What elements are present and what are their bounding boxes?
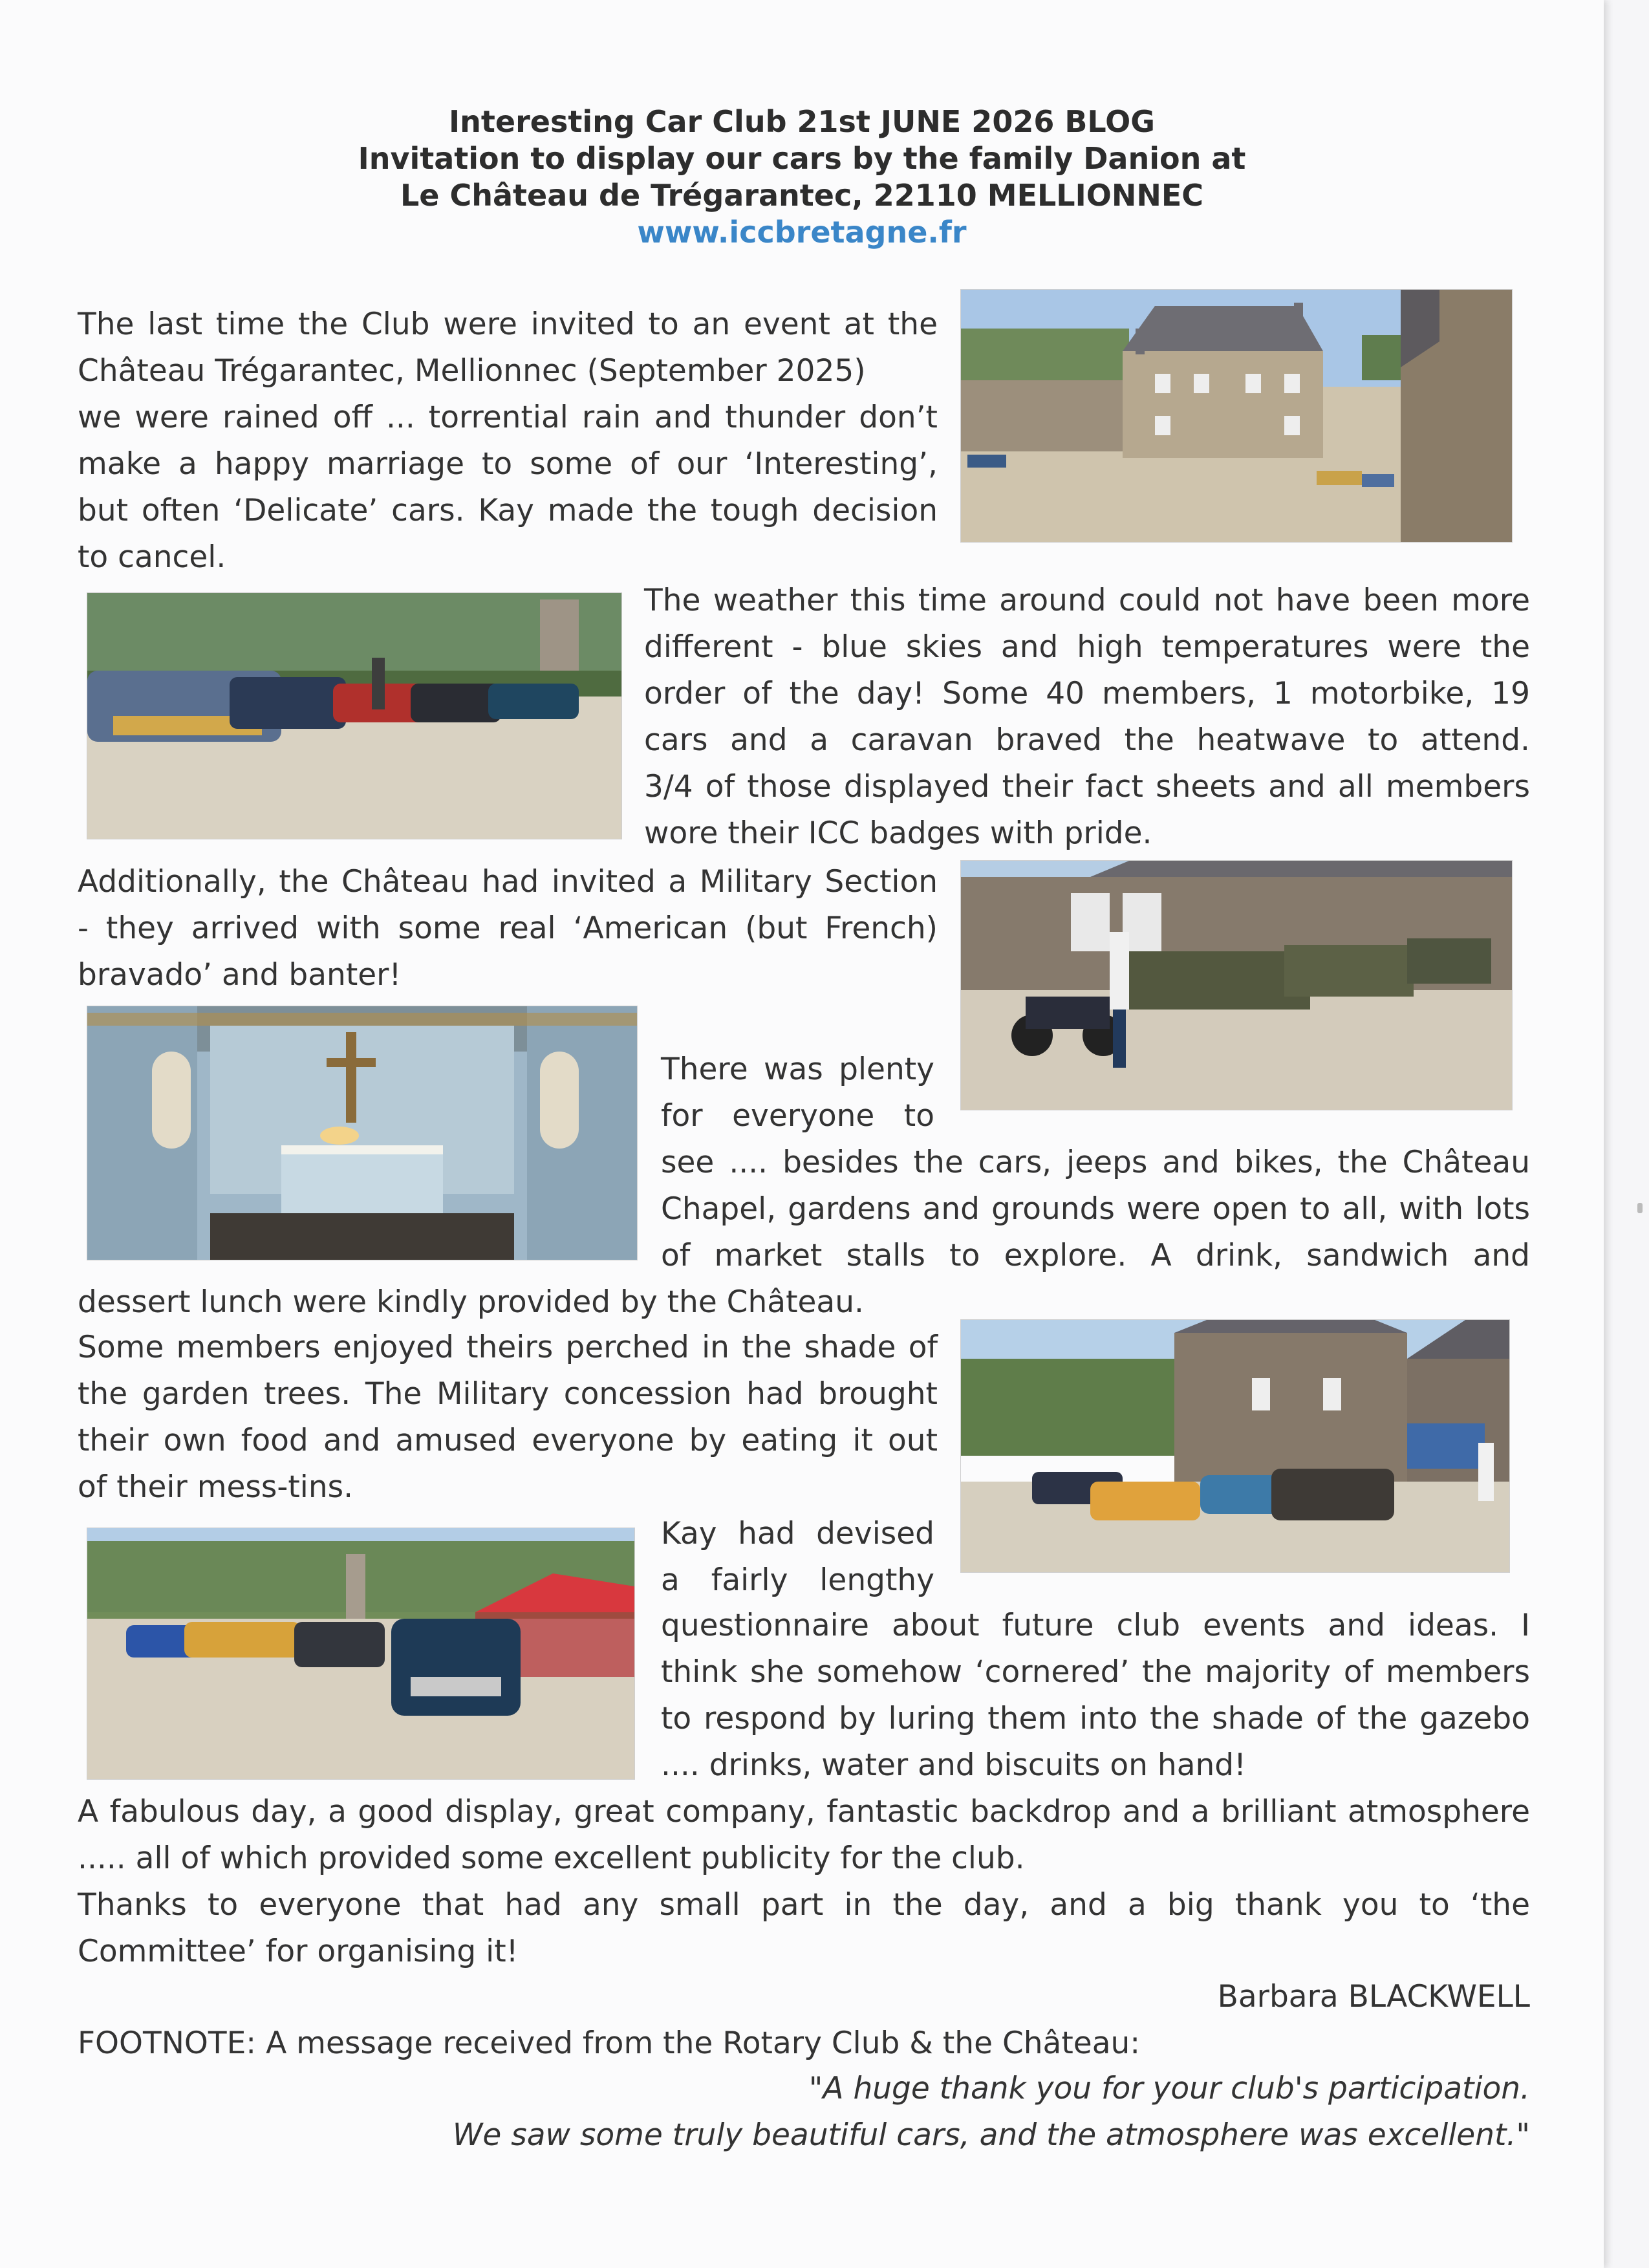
text-line: we were rained off ... torrential rain and thunder don’t [78,400,938,435]
footnote-intro: FOOTNOTE: A message received from the Rotary Club & the Château: [78,2025,1141,2061]
text-line: bravado’ and banter! [78,957,402,993]
text-line: think she somehow ‘cornered’ the majority of members [661,1654,1530,1690]
footnote-quote [388,2066,1530,2159]
paragraph-questionnaire-cont [661,1603,1530,1789]
text-line: a fairly lengthy [661,1562,934,1598]
text-line: make a happy marriage to some of our ‘Interesting’, [78,446,938,482]
text-line: their own food and amused everyone by eating it out [78,1423,938,1458]
paragraph-closing [78,1789,1530,1975]
text-line: Kay had devised [661,1516,934,1551]
paragraph-plenty-to-see [661,1046,934,1139]
text-line: see .... besides the cars, jeeps and bikes, the Château [661,1145,1530,1180]
text-line: of market stalls to explore. A drink, sandwich and [661,1238,1530,1273]
scan-mark [1637,1203,1643,1213]
photo-cars-stone-building [960,1319,1510,1573]
author-signature: Barbara BLACKWELL [1217,1979,1530,2014]
header-subtitle: Invitation to display our cars by the family Danion at [358,141,1246,176]
text-line: questionnaire about future club events and ideas. I [661,1608,1530,1643]
text-line: cars and a caravan braved the heatwave to attend. [644,722,1530,758]
text-line: different - blue skies and high temperatures were the [644,629,1530,665]
text-line: order of the day! Some 40 members, 1 motorbike, 19 [644,676,1530,711]
photo-chateau-chapel [87,1006,638,1260]
text-line: to respond by luring them into the shade of the gazebo [661,1701,1530,1736]
text-line: Chapel, gardens and grounds were open to all, with lots [661,1191,1530,1227]
header-venue: Le Château de Trégarantec, 22110 MELLIONNEC [400,178,1204,213]
paragraph-rained-off [78,301,938,581]
paragraph-weather [644,578,1530,857]
text-line: dessert lunch were kindly provided by the Château. [78,1284,864,1320]
quote-line: "A huge thank you for your club's participation. [808,2071,1530,2106]
text-line: but often ‘Delicate’ cars. Kay made the tough decision [78,493,938,528]
text-line: There was plenty [661,1052,934,1087]
text-line: .... drinks, water and biscuits on hand! [661,1747,1246,1783]
text-line: to cancel. [78,539,226,575]
text-line: Thanks to everyone that had any small part in the day, and a big thank you to ‘the [78,1887,1530,1923]
text-line: - they arrived with some real ‘American (but French) [78,911,938,946]
text-line: Committee’ for organising it! [78,1934,519,1969]
photo-classic-cars-line [87,592,622,839]
paragraph-lunch [78,1279,983,1326]
text-line: The last time the Club were invited to an event at the [78,307,938,342]
text-line: wore their ICC badges with pride. [644,815,1152,851]
text-line: A fabulous day, a good display, great company, fantastic backdrop and a brilliant atmosphere [78,1794,1530,1830]
paragraph-plenty-to-see-cont [661,1139,1530,1279]
text-line: of their mess-tins. [78,1469,354,1505]
text-line: Additionally, the Château had invited a Military Section [78,864,938,900]
text-line: Château Trégarantec, Mellionnec (September 2025) [78,353,866,389]
text-line: for everyone to [661,1098,934,1134]
photo-military-jeeps [960,860,1513,1110]
club-website-link[interactable]: www.iccbretagne.fr [637,215,967,250]
paragraph-military [78,859,938,999]
photo-gazebo-cars [87,1528,635,1780]
paragraph-questionnaire [661,1511,934,1604]
text-line: 3/4 of those displayed their fact sheets and all members [644,769,1530,805]
quote-line: We saw some truly beautiful cars, and the atmosphere was excellent." [452,2117,1530,2153]
paragraph-garden-trees [78,1324,938,1511]
text-line: the garden trees. The Military concession had brought [78,1376,938,1412]
text-line: Some members enjoyed theirs perched in the shade of [78,1330,938,1365]
photo-chateau-courtyard [960,289,1513,543]
header-title: Interesting Car Club 21st JUNE 2026 BLOG [449,104,1155,139]
text-line: The weather this time around could not have been more [644,583,1530,618]
blog-header [0,103,1604,251]
text-line: ..... all of which provided some excellent publicity for the club. [78,1841,1025,1876]
